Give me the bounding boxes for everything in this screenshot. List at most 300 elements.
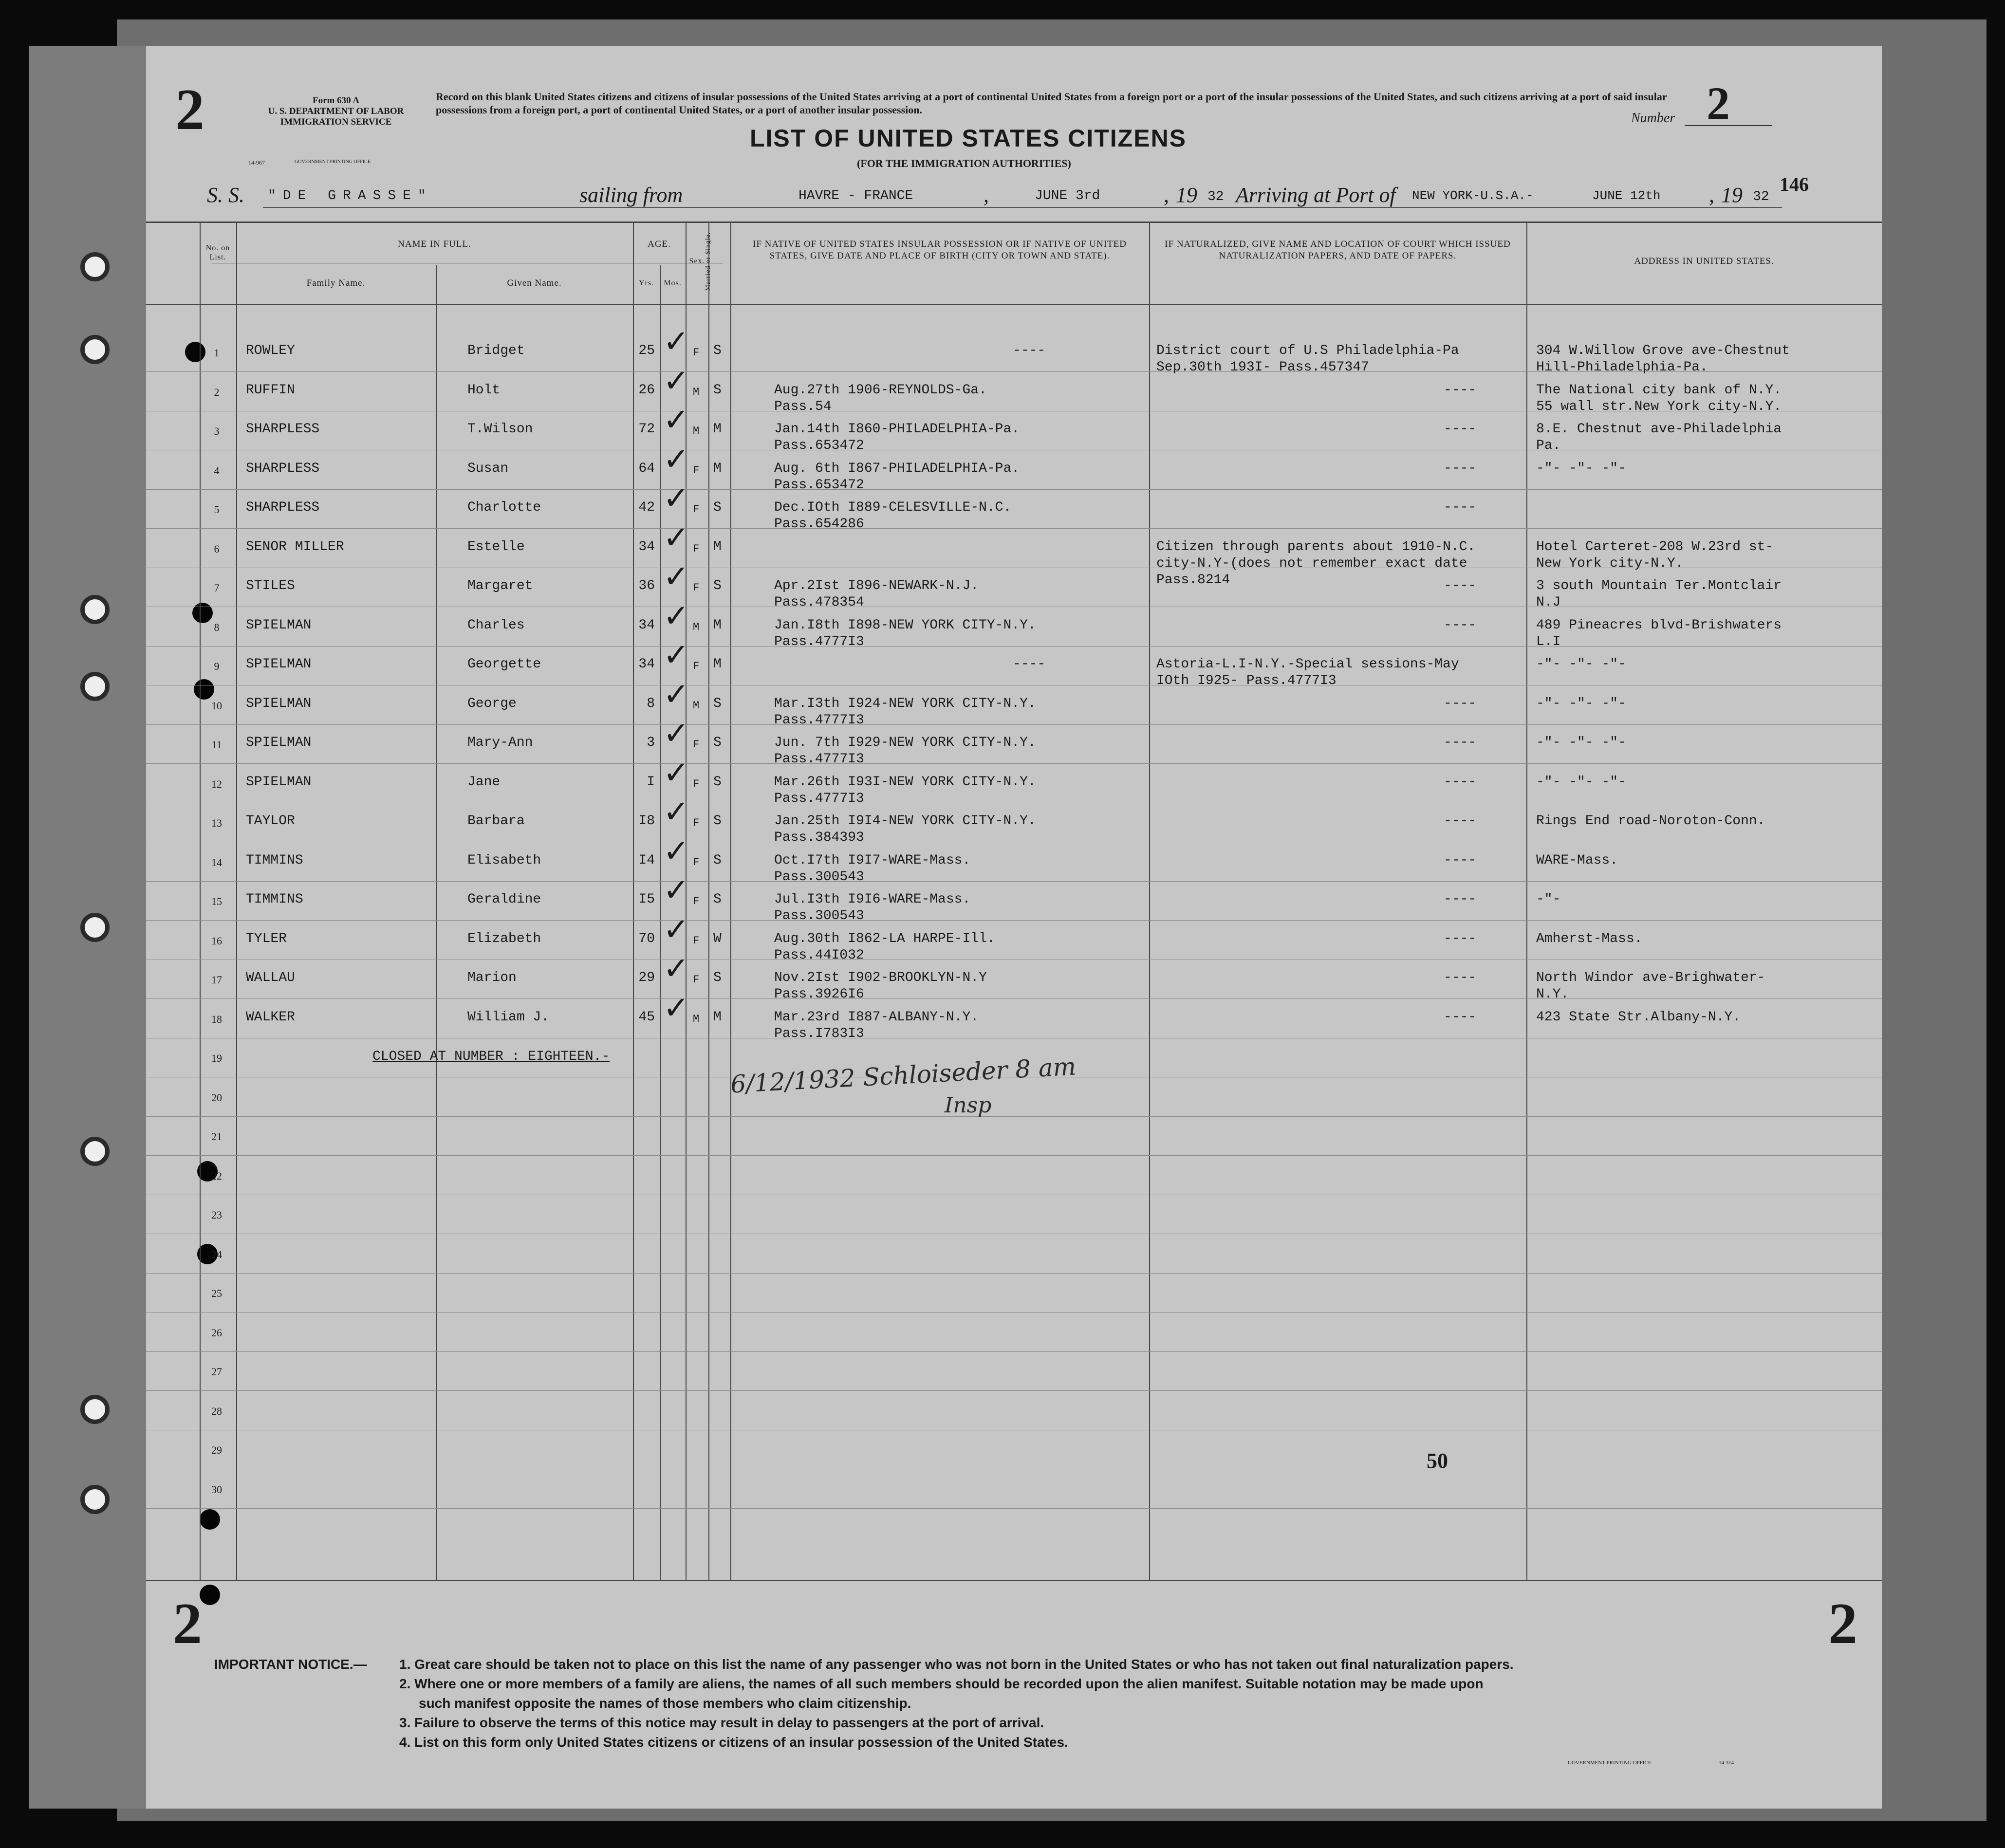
year-prefix: 19 bbox=[1176, 183, 1197, 207]
family-name: ROWLEY bbox=[246, 343, 295, 358]
marital-status: M bbox=[713, 539, 722, 554]
footer-printing-office: GOVERNMENT PRINTING OFFICE bbox=[1568, 1760, 1652, 1766]
address-line: 8.E. Chestnut ave-Philadelphia bbox=[1536, 422, 1782, 437]
age-years: 36 bbox=[638, 578, 655, 593]
given-name: Geraldine bbox=[467, 892, 541, 907]
age-years: 34 bbox=[638, 539, 655, 554]
row-rule bbox=[146, 881, 1882, 882]
marital-status: S bbox=[713, 813, 722, 829]
header-name-in-full: NAME IN FULL. bbox=[398, 239, 471, 249]
naturalization-line-3: Pass.8214 bbox=[1156, 572, 1230, 588]
naturalization-line: ---- bbox=[1444, 461, 1477, 476]
address-line: -"- bbox=[1536, 892, 1561, 907]
binder-hole bbox=[80, 335, 110, 364]
sex: F bbox=[693, 895, 700, 907]
sex: M bbox=[693, 699, 700, 712]
marital-status: M bbox=[713, 461, 722, 476]
column-divider bbox=[633, 222, 634, 1580]
birthplace-pass: Pass.4777I3 bbox=[774, 634, 864, 649]
given-name: Barbara bbox=[467, 813, 525, 829]
naturalization-line-2: IOth I925- Pass.4777I3 bbox=[1156, 673, 1337, 688]
row-number: 15 bbox=[211, 895, 222, 907]
table-header-rule bbox=[146, 304, 1882, 305]
table-top-rule bbox=[146, 222, 1882, 223]
age-years: I5 bbox=[638, 892, 655, 907]
depart-date: JUNE 3rd bbox=[1035, 188, 1100, 203]
address-line: The National city bank of N.Y. bbox=[1536, 382, 1782, 398]
arrive-date: JUNE 12th bbox=[1592, 188, 1661, 203]
ink-dot bbox=[200, 1509, 220, 1530]
birthplace-pass: Pass.4777I3 bbox=[774, 791, 864, 806]
address-line: North Windor ave-Brighwater- bbox=[1536, 970, 1765, 985]
birthplace-pass: Pass.300543 bbox=[774, 869, 864, 885]
row-number: 20 bbox=[211, 1091, 222, 1104]
given-name: Holt bbox=[467, 382, 501, 398]
row-number: 13 bbox=[211, 817, 222, 829]
naturalization-line: ---- bbox=[1444, 422, 1477, 437]
number-value: 2 bbox=[1707, 77, 1730, 129]
row-number: 8 bbox=[214, 621, 220, 633]
birthplace-line: Aug. 6th I867-PHILADELPHIA-Pa. bbox=[774, 461, 1020, 476]
age-years: I4 bbox=[638, 852, 655, 868]
row-number: 10 bbox=[211, 699, 222, 712]
family-name: STILES bbox=[246, 578, 295, 593]
row-number: 7 bbox=[214, 582, 220, 594]
row-rule bbox=[146, 998, 1882, 999]
printing-code: 14-967 bbox=[248, 159, 265, 166]
checkmark-icon: ✓ bbox=[663, 324, 689, 360]
naturalization-line: Astoria-L.I-N.Y.-Special sessions-May bbox=[1156, 657, 1459, 672]
birthplace-line: Aug.27th 1906-REYNOLDS-Ga. bbox=[774, 382, 987, 398]
depart-year: 32 bbox=[1207, 189, 1224, 204]
checkmark-icon: ✓ bbox=[663, 676, 689, 713]
given-name: Charles bbox=[467, 617, 525, 633]
column-divider bbox=[200, 222, 201, 1580]
row-rule bbox=[146, 646, 1882, 647]
given-name: Bridget bbox=[467, 343, 525, 358]
row-number: 25 bbox=[211, 1287, 222, 1299]
naturalization-line: ---- bbox=[1444, 931, 1477, 946]
sex: F bbox=[693, 739, 700, 751]
age-years: 34 bbox=[638, 657, 655, 672]
marital-status: S bbox=[713, 500, 722, 515]
birthplace-line: Jan.25th I9I4-NEW YORK CITY-N.Y. bbox=[774, 813, 1036, 829]
given-name: Georgette bbox=[467, 657, 541, 672]
marital-status: M bbox=[713, 657, 722, 672]
family-name: TYLER bbox=[246, 931, 287, 946]
marital-status: S bbox=[713, 892, 722, 907]
address-line: 304 W.Willow Grove ave-Chestnut bbox=[1536, 343, 1790, 358]
birthplace-line: Jan.I8th I898-NEW YORK CITY-N.Y. bbox=[774, 617, 1036, 633]
from-port: HAVRE - FRANCE bbox=[798, 188, 913, 203]
row-rule bbox=[146, 489, 1882, 490]
row-number: 18 bbox=[211, 1013, 222, 1025]
address-line-2: New York city-N.Y. bbox=[1536, 555, 1684, 571]
checkmark-icon: ✓ bbox=[663, 911, 689, 948]
row-rule bbox=[146, 1116, 1882, 1117]
row-rule bbox=[146, 920, 1882, 921]
table-bottom-rule bbox=[146, 1580, 1882, 1581]
sex: F bbox=[693, 974, 700, 986]
voyage-underline bbox=[263, 207, 1782, 208]
age-years: 29 bbox=[638, 970, 655, 985]
address-line-2: Pa. bbox=[1536, 438, 1561, 453]
checkmark-icon: ✓ bbox=[663, 716, 689, 752]
address-line: Amherst-Mass. bbox=[1536, 931, 1643, 946]
birthplace-line: Dec.IOth I889-CELESVILLE-N.C. bbox=[774, 500, 1012, 515]
sex: F bbox=[693, 856, 700, 869]
bottom-right-number: 2 bbox=[1828, 1591, 1857, 1656]
family-name: TIMMINS bbox=[246, 852, 303, 868]
family-name: SENOR MILLER bbox=[246, 539, 344, 554]
given-name: George bbox=[467, 696, 517, 711]
family-name: SHARPLESS bbox=[246, 422, 320, 437]
number-label: Number bbox=[1631, 111, 1675, 126]
family-name: SPIELMAN bbox=[246, 696, 312, 711]
row-number: 1 bbox=[214, 347, 220, 359]
header-age: AGE. bbox=[648, 239, 671, 249]
birthplace-line: Aug.30th I862-LA HARPE-Ill. bbox=[774, 931, 995, 946]
age-years: 34 bbox=[638, 617, 655, 633]
sex: F bbox=[693, 542, 700, 555]
marital-status: M bbox=[713, 422, 722, 437]
birthplace-pass: Pass.44I032 bbox=[774, 947, 864, 963]
marital-status: S bbox=[713, 343, 722, 358]
age-years: 45 bbox=[638, 1009, 655, 1025]
form-id: Form 630 A bbox=[312, 95, 360, 106]
family-name: SPIELMAN bbox=[246, 617, 312, 633]
binder-hole bbox=[80, 252, 110, 281]
address-line: -"- -"- -"- bbox=[1536, 657, 1626, 672]
arriving-label: Arriving at Port of bbox=[1236, 183, 1396, 207]
checkmark-icon: ✓ bbox=[663, 363, 689, 399]
age-years: 72 bbox=[638, 422, 655, 437]
header-yrs: Yrs. bbox=[638, 279, 654, 287]
sex: F bbox=[693, 660, 700, 672]
family-name: SPIELMAN bbox=[246, 774, 312, 790]
address-line: 423 State Str.Albany-N.Y. bbox=[1536, 1009, 1741, 1025]
sex: F bbox=[693, 503, 700, 516]
notice-label: IMPORTANT NOTICE.— bbox=[214, 1657, 367, 1672]
family-name: WALKER bbox=[246, 1009, 295, 1025]
birthplace-line: Nov.2Ist I902-BROOKLYN-N.Y bbox=[774, 970, 987, 985]
birthplace-line: ---- bbox=[1013, 343, 1046, 358]
arrive-port: NEW YORK-U.S.A.- bbox=[1412, 188, 1534, 203]
row-number: 9 bbox=[214, 660, 220, 672]
binder-hole bbox=[80, 1485, 110, 1514]
given-name: Mary-Ann bbox=[467, 735, 533, 750]
address-line-2: 55 wall str.New York city-N.Y. bbox=[1536, 399, 1782, 414]
sex: M bbox=[693, 621, 700, 633]
column-divider bbox=[1149, 222, 1150, 1580]
row-number: 5 bbox=[214, 503, 220, 516]
family-name: WALLAU bbox=[246, 970, 295, 985]
given-name: Charlotte bbox=[467, 500, 541, 515]
checkmark-icon: ✓ bbox=[663, 951, 689, 987]
given-name: William J. bbox=[467, 1009, 550, 1025]
column-divider bbox=[660, 265, 661, 1580]
column-divider bbox=[236, 222, 237, 1580]
row-rule bbox=[146, 1390, 1882, 1391]
birthplace-line: ---- bbox=[1013, 657, 1046, 672]
marital-status: S bbox=[713, 578, 722, 593]
given-name: Susan bbox=[467, 461, 509, 476]
row-number: 21 bbox=[211, 1130, 222, 1143]
address-line-2: N.J bbox=[1536, 595, 1561, 610]
naturalization-line: ---- bbox=[1444, 970, 1477, 985]
sailing-label: sailing from bbox=[579, 183, 683, 207]
manifest-page bbox=[146, 46, 1882, 1809]
address-line-2: L.I bbox=[1536, 634, 1561, 649]
marital-status: S bbox=[713, 735, 722, 750]
age-years: 3 bbox=[647, 735, 655, 750]
notice-item: such manifest opposite the names of those members who claim citizenship. bbox=[419, 1696, 911, 1711]
birthplace-pass: Pass.4777I3 bbox=[774, 752, 864, 767]
binder-hole bbox=[80, 1137, 110, 1166]
notice-item: 3. Failure to observe the terms of this notice may result in delay to passengers at the port of arrival. bbox=[399, 1715, 1044, 1730]
given-name: Estelle bbox=[467, 539, 525, 554]
column-divider bbox=[730, 222, 731, 1580]
sex: F bbox=[693, 464, 700, 477]
handwritten-inspector-note: 6/12/1932 Schloiseder 8 am bbox=[729, 1052, 1077, 1099]
notice-item: 4. List on this form only United States citizens or citizens of an insular possession of the United States. bbox=[399, 1735, 1068, 1750]
header-no-on-list: No. on List. bbox=[205, 244, 230, 261]
given-name: Elizabeth bbox=[467, 931, 541, 946]
arrive-year: 32 bbox=[1753, 189, 1769, 204]
naturalization-line: ---- bbox=[1444, 500, 1477, 515]
row-number: 29 bbox=[211, 1444, 222, 1456]
given-name: Margaret bbox=[467, 578, 533, 593]
naturalization-line: Citizen through parents about 1910-N.C. bbox=[1156, 539, 1476, 554]
naturalization-line: ---- bbox=[1444, 774, 1477, 790]
header-naturalized: IF NATURALIZED, GIVE NAME AND LOCATION OF COURT WHICH ISSUED NATURALIZATION PAPERS, AND DATE OF PAPERS. bbox=[1165, 239, 1511, 261]
address-line: 489 Pineacres blvd-Brishwaters bbox=[1536, 617, 1782, 633]
row-number: 3 bbox=[214, 425, 220, 437]
sex: F bbox=[693, 777, 700, 790]
address-line: -"- -"- -"- bbox=[1536, 735, 1626, 750]
stamp-number: 50 bbox=[1427, 1449, 1448, 1473]
birthplace-line: Apr.2Ist I896-NEWARK-N.J. bbox=[774, 578, 979, 593]
naturalization-line: ---- bbox=[1444, 617, 1477, 633]
naturalization-line: ---- bbox=[1444, 813, 1477, 829]
family-name: SPIELMAN bbox=[246, 735, 312, 750]
birthplace-pass: Pass.384393 bbox=[774, 830, 864, 845]
birthplace-line: Jul.I3th I9I6-WARE-Mass. bbox=[774, 892, 971, 907]
row-number: 4 bbox=[214, 464, 220, 477]
sex: F bbox=[693, 934, 700, 947]
binder-hole bbox=[80, 1395, 110, 1424]
header-address: ADDRESS IN UNITED STATES. bbox=[1634, 256, 1774, 266]
marital-status: S bbox=[713, 774, 722, 790]
sex: F bbox=[693, 347, 700, 359]
checkmark-icon: ✓ bbox=[663, 598, 689, 634]
checkmark-icon: ✓ bbox=[663, 441, 689, 478]
footer-code: 14-314 bbox=[1719, 1760, 1734, 1766]
address-line: -"- -"- -"- bbox=[1536, 696, 1626, 711]
checkmark-icon: ✓ bbox=[663, 833, 689, 869]
sex: M bbox=[693, 1013, 700, 1025]
family-name: RUFFIN bbox=[246, 382, 295, 398]
notice-item: 2. Where one or more members of a family are aliens, the names of all such members should be recorded upon the alien manifest. Suitable notation may be made upon bbox=[399, 1676, 1484, 1691]
birthplace-pass: Pass.54 bbox=[774, 399, 832, 414]
header-mos: Mos. bbox=[664, 279, 682, 287]
form-subtitle: (FOR THE IMMIGRATION AUTHORITIES) bbox=[857, 157, 1071, 169]
age-years: 64 bbox=[638, 461, 655, 476]
family-name: TAYLOR bbox=[246, 813, 295, 829]
row-number: 11 bbox=[211, 739, 222, 751]
row-number: 6 bbox=[214, 542, 220, 555]
birthplace-pass: Pass.653472 bbox=[774, 477, 864, 493]
checkmark-icon: ✓ bbox=[663, 559, 689, 595]
notice-item: 1. Great care should be taken not to place on this list the name of any passenger who was not born in the United States or who has not taken out final naturalization papers. bbox=[399, 1657, 1514, 1672]
comma-separator: , bbox=[1709, 183, 1714, 207]
header-given-name: Given Name. bbox=[507, 278, 562, 288]
marital-status: S bbox=[713, 696, 722, 711]
row-number: 27 bbox=[211, 1366, 222, 1378]
marital-status: M bbox=[713, 1009, 722, 1025]
marital-status: S bbox=[713, 970, 722, 985]
checkmark-icon: ✓ bbox=[663, 480, 689, 517]
header-birthplace: IF NATIVE OF UNITED STATES INSULAR POSSESSION OR IF NATIVE OF UNITED STATES, GIVE DATE AND PLACE OF BIRTH (CITY OR TOWN AND STATE). bbox=[753, 239, 1127, 261]
address-line: -"- -"- -"- bbox=[1536, 461, 1626, 476]
header-family-name: Family Name. bbox=[306, 278, 366, 288]
sex: M bbox=[693, 425, 700, 437]
birthplace-line: Oct.I7th I9I7-WARE-Mass. bbox=[774, 852, 971, 868]
given-name: Jane bbox=[467, 774, 501, 790]
row-rule bbox=[146, 1273, 1882, 1274]
ink-dot bbox=[200, 1585, 220, 1605]
row-rule bbox=[146, 1508, 1882, 1509]
row-number: 12 bbox=[211, 777, 222, 790]
given-name: T.Wilson bbox=[467, 422, 533, 437]
header-sex: Sex. bbox=[689, 257, 705, 265]
birthplace-pass: Pass.3926I6 bbox=[774, 987, 864, 1002]
header-married-single: Married or Single. bbox=[705, 232, 712, 291]
family-name: TIMMINS bbox=[246, 892, 303, 907]
service: IMMIGRATION SERVICE bbox=[280, 117, 392, 127]
column-divider bbox=[1526, 222, 1527, 1580]
naturalization-line: ---- bbox=[1444, 382, 1477, 398]
family-name: SHARPLESS bbox=[246, 500, 320, 515]
form-title: LIST OF UNITED STATES CITIZENS bbox=[750, 125, 1187, 152]
naturalization-line-2: city-N.Y-(does not remember exact date bbox=[1156, 555, 1467, 571]
address-line: -"- -"- -"- bbox=[1536, 774, 1626, 790]
comma-separator: , bbox=[1164, 183, 1169, 207]
row-number: 2 bbox=[214, 386, 220, 398]
checkmark-icon: ✓ bbox=[663, 755, 689, 791]
naturalization-line: ---- bbox=[1444, 892, 1477, 907]
address-line-2: N.Y. bbox=[1536, 987, 1569, 1002]
row-number: 19 bbox=[211, 1052, 222, 1064]
year-prefix-2: 19 bbox=[1721, 183, 1743, 207]
naturalization-line: District court of U.S Philadelphia-Pa bbox=[1156, 343, 1459, 358]
ink-dot bbox=[194, 679, 214, 700]
marital-status: S bbox=[713, 382, 722, 398]
form-instructions: Record on this blank United States citizens and citizens of insular possessions of the United States arriving at a port of continental United States from a foreign port or a port of the insular possessions of the United States, and such citizens arriving at a port of said insular possessions from a foreign port, a port of continental United States, or a port of another insular possession. bbox=[436, 91, 1667, 116]
checkmark-icon: ✓ bbox=[663, 637, 689, 673]
row-number: 24 bbox=[211, 1248, 222, 1260]
age-years: 70 bbox=[638, 931, 655, 946]
age-years: 26 bbox=[638, 382, 655, 398]
birthplace-pass: Pass.300543 bbox=[774, 908, 864, 924]
naturalization-line-2: Sep.30th 193I- Pass.457347 bbox=[1156, 360, 1369, 375]
binder-hole bbox=[80, 672, 110, 701]
checkmark-icon: ✓ bbox=[663, 990, 689, 1026]
age-years: I8 bbox=[638, 813, 655, 829]
row-number: 26 bbox=[211, 1326, 222, 1339]
age-years: 42 bbox=[638, 500, 655, 515]
checkmark-icon: ✓ bbox=[663, 794, 689, 830]
birthplace-pass: Pass.4777I3 bbox=[774, 712, 864, 728]
row-number: 28 bbox=[211, 1404, 222, 1417]
address-line: WARE-Mass. bbox=[1536, 852, 1618, 868]
binder-hole bbox=[80, 595, 110, 624]
ship-name: "DE GRASSE" bbox=[268, 188, 433, 203]
birthplace-pass: Pass.654286 bbox=[774, 517, 864, 532]
column-divider bbox=[708, 222, 709, 1580]
checkmark-icon: ✓ bbox=[663, 519, 689, 556]
marital-status: M bbox=[713, 617, 722, 633]
row-rule bbox=[146, 724, 1882, 725]
address-line: Rings End road-Noroton-Conn. bbox=[1536, 813, 1765, 829]
handwritten-inspector-title: Insp bbox=[945, 1093, 992, 1118]
department: U. S. DEPARTMENT OF LABOR bbox=[268, 106, 404, 116]
page-number: 146 bbox=[1780, 173, 1809, 195]
address-line: Hotel Carteret-208 W.23rd st- bbox=[1536, 539, 1774, 554]
row-number: 16 bbox=[211, 934, 222, 947]
sex: F bbox=[693, 817, 700, 829]
naturalization-line: ---- bbox=[1444, 735, 1477, 750]
naturalization-line: ---- bbox=[1444, 852, 1477, 868]
row-number: 17 bbox=[211, 974, 222, 986]
row-number: 23 bbox=[211, 1209, 222, 1221]
family-name: SPIELMAN bbox=[246, 657, 312, 672]
corner-number: 2 bbox=[175, 77, 204, 142]
marital-status: S bbox=[713, 852, 722, 868]
printing-office: GOVERNMENT PRINTING OFFICE bbox=[295, 159, 371, 165]
address-line-2: Hill-Philadelphia-Pa. bbox=[1536, 360, 1708, 375]
row-rule bbox=[146, 1155, 1882, 1156]
age-years: I bbox=[647, 774, 655, 790]
naturalization-line: ---- bbox=[1444, 1009, 1477, 1025]
birthplace-pass: Pass.653472 bbox=[774, 438, 864, 453]
row-number: 14 bbox=[211, 856, 222, 869]
comma-separator: , bbox=[984, 183, 989, 207]
row-rule bbox=[146, 763, 1882, 764]
row-rule bbox=[146, 1351, 1882, 1352]
checkmark-icon: ✓ bbox=[663, 402, 689, 438]
birthplace-line: Mar.I3th I924-NEW YORK CITY-N.Y. bbox=[774, 696, 1036, 711]
birthplace-line: Mar.23rd I887-ALBANY-N.Y. bbox=[774, 1009, 979, 1025]
column-divider bbox=[436, 265, 437, 1580]
naturalization-line: ---- bbox=[1444, 696, 1477, 711]
birthplace-line: Jan.14th I860-PHILADELPHIA-Pa. bbox=[774, 422, 1020, 437]
row-rule bbox=[146, 528, 1882, 529]
bottom-left-number: 2 bbox=[173, 1591, 202, 1656]
row-number: 22 bbox=[211, 1169, 222, 1182]
address-line: 3 south Mountain Ter.Montclair bbox=[1536, 578, 1782, 593]
age-years: 8 bbox=[647, 696, 655, 711]
given-name: Marion bbox=[467, 970, 517, 985]
row-number: 30 bbox=[211, 1483, 222, 1496]
naturalization-line: ---- bbox=[1444, 578, 1477, 593]
birthplace-pass: Pass.478354 bbox=[774, 595, 864, 610]
marital-status: W bbox=[713, 931, 722, 946]
birthplace-pass: Pass.I783I3 bbox=[774, 1026, 864, 1041]
binder-hole bbox=[80, 913, 110, 942]
sex: M bbox=[693, 386, 700, 398]
age-years: 25 bbox=[638, 343, 655, 358]
